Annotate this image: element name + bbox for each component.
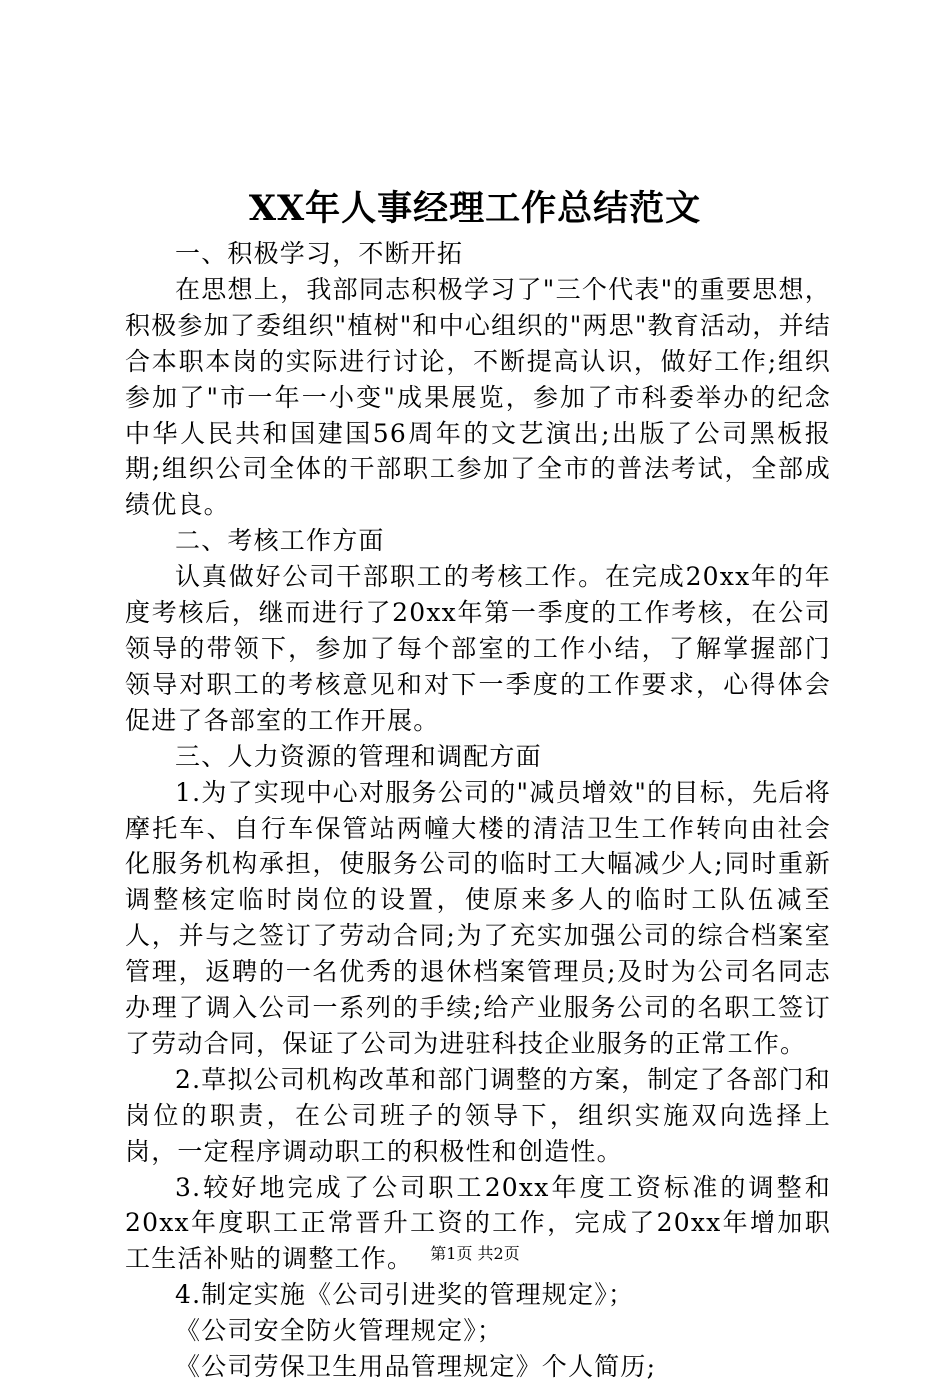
paragraph-assessment: 认真做好公司干部职工的考核工作。在完成20xx年的年度考核后，继而进行了20xx年第一季度的工作考核，在公司领导的带领下，参加了每个部室的工作小结，了解掌握部门领导对职工的考核意见和对下一季度的工作要求，心得体会促进了各部室的工作开展。 xyxy=(125,562,831,735)
paragraph-hr-item-1: 1.为了实现中心对服务公司的"减员增效"的目标，先后将摩托车、自行车保管站两幢大楼的清洁卫生工作转向由社会化服务机构承担，使服务公司的临时工大幅减少人;同时重新调整核定临时岗位的设置，使原来多人的临时工队伍减至人，并与之签订了劳动合同;为了充实加强公司的综合档案室管理，返聘的一名优秀的退休档案管理员;及时为公司名同志办理了调入公司一系列的手续;给产业服务公司的名职工签订了劳动合同，保证了公司为进驻科技企业服务的正常工作。 xyxy=(125,777,831,1058)
paragraph-study: 在思想上，我部同志积极学习了"三个代表"的重要思想，积极参加了委组织"植树"和中心组织的"两思"教育活动，并结合本职本岗的实际进行讨论，不断提高认识，做好工作;组织参加了"市一年一小变"成果展览，参加了市科委举办的纪念中华人民共和国建国56周年的文艺演出;出版了公司黑板报期;组织公司全体的干部职工参加了全市的普法考试，全部成绩优良。 xyxy=(125,274,831,520)
paragraph-hr-item-4: 4.制定实施《公司引进奖的管理规定》； xyxy=(175,1280,635,1310)
section-heading-2: 二、考核工作方面 xyxy=(175,526,385,556)
document-title: XX年人事经理工作总结范文 xyxy=(248,188,702,229)
section-heading-1: 一、积极学习，不断开拓 xyxy=(175,239,464,268)
document-body xyxy=(125,236,831,1385)
page-footer: 第1页 共2页 xyxy=(430,1244,520,1263)
paragraph-hr-item-3: 3.较好地完成了公司职工20xx年度工资标准的调整和20xx年度职工正常晋升工资的工作，完成了20xx年增加职工生活补贴的调整工作。 xyxy=(125,1172,831,1274)
paragraph-hr-item-2: 2.草拟公司机构改革和部门调整的方案，制定了各部门和岗位的职责，在公司班子的领导下，组织实施双向选择上岗，一定程序调动职工的积极性和创造性。 xyxy=(125,1064,831,1166)
regulation-line-fire-safety: 《公司安全防火管理规定》； xyxy=(175,1316,504,1346)
section-heading-3: 三、人力资源的管理和调配方面 xyxy=(175,741,542,771)
regulation-line-labor-protection: 《公司劳保卫生用品管理规定》个人简历; xyxy=(175,1352,657,1382)
